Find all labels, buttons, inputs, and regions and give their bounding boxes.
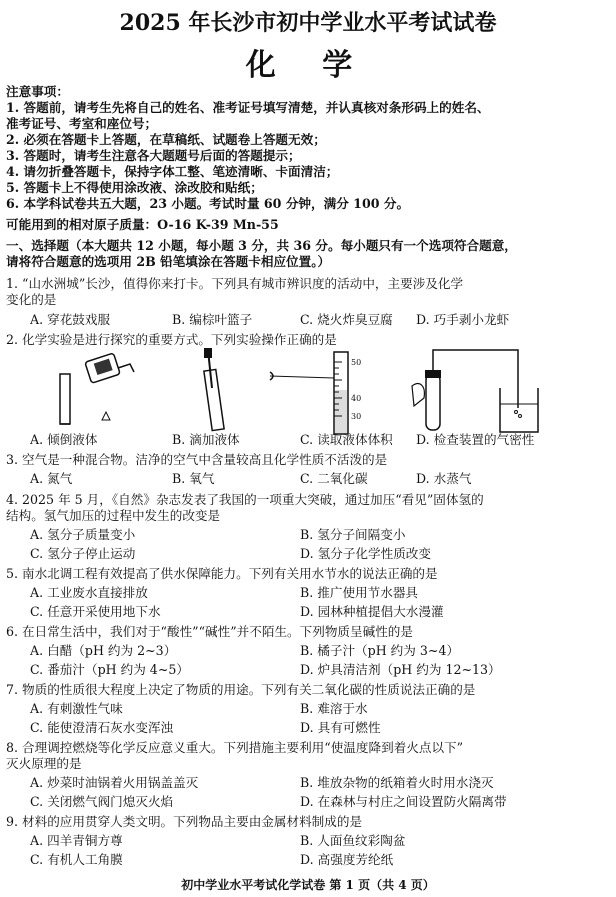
figure-airtightness-check bbox=[408, 346, 558, 436]
section-heading: 一、选择题（本大题共 12 小题，每小题 3 分，共 36 分。每小题只有一个选项符合题意， bbox=[6, 238, 517, 253]
option-b: B. 堆放杂物的纸箱着火时用水浇灭 bbox=[300, 775, 494, 790]
question-stem: 3. 空气是一种混合物。洁净的空气中含量较高且化学性质不活泼的是 bbox=[6, 452, 388, 467]
question-stem: 2. 化学实验是进行探究的重要方式。下列实验操作正确的是 bbox=[6, 332, 337, 347]
option-a: A. 倾倒液体 bbox=[30, 432, 98, 447]
option-b: B. 氢分子间隔变小 bbox=[300, 527, 406, 542]
question-stem: 结构。氢气加压的过程中发生的改变是 bbox=[6, 508, 221, 523]
notice-line: 准考证号、考室和座位号； bbox=[6, 116, 158, 131]
option-a: A. 氮气 bbox=[30, 471, 73, 486]
option-b: B. 推广使用节水器具 bbox=[300, 585, 419, 600]
option-b: B. 氧气 bbox=[172, 471, 215, 486]
notice-line: 6. 本学科试卷共五大题，23 小题。考试时量 60 分钟，满分 100 分。 bbox=[6, 196, 410, 211]
option-c: C. 能使澄清石灰水变浑浊 bbox=[30, 720, 174, 735]
scale-label: 30 bbox=[351, 412, 362, 421]
question-stem: 7. 物质的性质很大程度上决定了物质的用途。下列有关二氧化碳的性质说法正确的是 bbox=[6, 682, 476, 697]
scale-label: 50 bbox=[351, 358, 362, 367]
option-a: A. 穿花鼓戏服 bbox=[30, 312, 111, 327]
option-a: A. 炒菜时油锅着火用锅盖盖灭 bbox=[30, 775, 199, 790]
notice-line: 2. 必须在答题卡上答题，在草稿纸、试题卷上答题无效； bbox=[6, 132, 326, 147]
question-stem: 4. 2025 年 5 月，《自然》杂志发表了我国的一项重大突破，通过加压“看见”固体氢的 bbox=[6, 492, 484, 507]
scale-label: 40 bbox=[351, 394, 362, 403]
option-d: D. 炉具清洁剂（pH 约为 12~13） bbox=[300, 662, 501, 677]
option-c: C. 烧火炸臭豆腐 bbox=[300, 312, 393, 327]
notice-line: 3. 答题时，请考生注意各大题题号后面的答题提示； bbox=[6, 148, 301, 163]
question-stem: 灭火原理的是 bbox=[6, 756, 82, 771]
notice-line: 1. 答题前，请考生先将自己的姓名、准考证号填写清楚，并认真核对条形码上的姓名、 bbox=[6, 100, 490, 115]
option-d: D. 高强度芳纶纸 bbox=[300, 852, 394, 867]
atomic-masses: 可能用到的相对原子质量：O-16 K-39 Mn-55 bbox=[6, 217, 279, 232]
option-c: C. 番茄汁（pH 约为 4~5） bbox=[30, 662, 189, 677]
option-c: C. 二氧化碳 bbox=[300, 471, 368, 486]
exam-title: 2025 年长沙市初中学业水平考试试卷 bbox=[119, 10, 497, 36]
option-b: B. 人面鱼纹彩陶盆 bbox=[300, 833, 406, 848]
figure-graduated-cylinder bbox=[262, 350, 382, 440]
question-stem: 1. “山水洲城”长沙，值得你来打卡。下列具有城市辨识度的活动中，主要涉及化学 bbox=[6, 276, 464, 291]
page-footer: 初中学业水平考试化学试卷 第 1 页（共 4 页） bbox=[181, 878, 435, 892]
option-d: D. 水蒸气 bbox=[416, 471, 472, 486]
section-heading: 请将符合题意的选项用 2B 铅笔填涂在答题卡相应位置。） bbox=[6, 254, 331, 269]
option-a: A. 工业废水直接排放 bbox=[30, 585, 148, 600]
question-stem: 变化的是 bbox=[6, 292, 57, 307]
option-d: D. 检查装置的气密性 bbox=[416, 432, 535, 447]
question-stem: 5. 南水北调工程有效提高了供水保障能力。下列有关用水节水的说法正确的是 bbox=[6, 566, 438, 581]
option-d: D. 园林种植提倡大水漫灌 bbox=[300, 604, 444, 619]
option-c: C. 关闭燃气阀门熄灭火焰 bbox=[30, 794, 174, 809]
option-b: B. 滴加液体 bbox=[172, 432, 240, 447]
subject-title: 化 学 bbox=[245, 48, 371, 83]
option-b: B. 难溶于水 bbox=[300, 701, 368, 716]
option-d: D. 巧手剥小龙虾 bbox=[416, 312, 510, 327]
option-c: C. 读取液体体积 bbox=[300, 432, 393, 447]
option-a: A. 白醋（pH 约为 2~3） bbox=[30, 643, 177, 658]
option-b: B. 编棕叶篮子 bbox=[172, 312, 253, 327]
figure-dropping-liquid bbox=[178, 348, 268, 433]
notice-heading: 注意事项： bbox=[6, 84, 69, 99]
option-d: D. 具有可燃性 bbox=[300, 720, 381, 735]
question-stem: 9. 材料的应用贯穿人类文明。下列物品主要由金属材料制成的是 bbox=[6, 814, 363, 829]
option-b: B. 橘子汁（pH 约为 3~4） bbox=[300, 643, 460, 658]
figure-pouring-liquid bbox=[40, 350, 150, 430]
notice-line: 4. 请勿折叠答题卡，保持字体工整、笔迹清晰、卡面清洁； bbox=[6, 164, 339, 179]
question-stem: 8. 合理调控燃烧等化学反应意义重大。下列措施主要利用“使温度降到着火点以下” bbox=[6, 740, 464, 755]
option-a: A. 氢分子质量变小 bbox=[30, 527, 136, 542]
option-c: C. 任意开采使用地下水 bbox=[30, 604, 161, 619]
option-d: D. 氢分子化学性质改变 bbox=[300, 546, 431, 561]
option-a: A. 四羊青铜方尊 bbox=[30, 833, 123, 848]
question-stem: 6. 在日常生活中，我们对于“酸性”“碱性”并不陌生。下列物质呈碱性的是 bbox=[6, 624, 413, 639]
notice-line: 5. 答题卡上不得使用涂改液、涂改胶和贴纸； bbox=[6, 180, 263, 195]
option-c: C. 有机人工角膜 bbox=[30, 852, 123, 867]
option-c: C. 氢分子停止运动 bbox=[30, 546, 136, 561]
option-a: A. 有刺激性气味 bbox=[30, 701, 123, 716]
option-d: D. 在森林与村庄之间设置防火隔离带 bbox=[300, 794, 507, 809]
